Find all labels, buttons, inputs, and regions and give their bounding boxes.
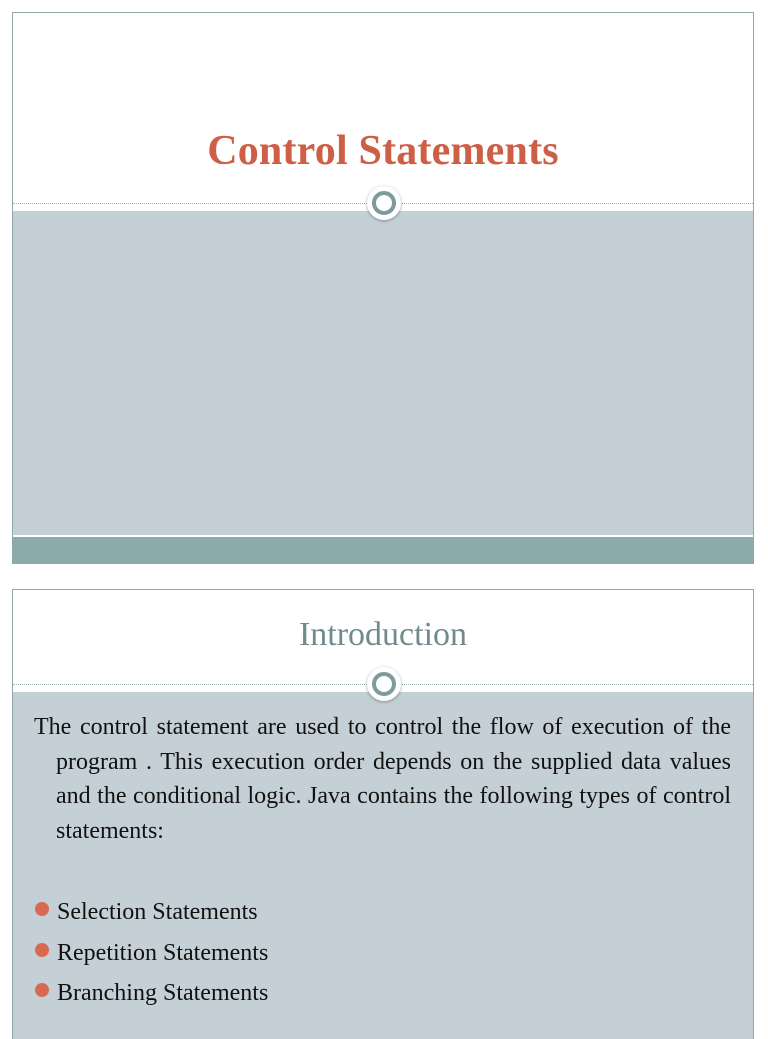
introduction-slide	[12, 589, 754, 1039]
slide-title: Introduction	[298, 616, 468, 653]
list-item-label: Repetition Statements	[57, 939, 269, 966]
footer-accent-bar	[13, 537, 753, 563]
body-paragraph: The control statement are used to control the flow of execution of the program . This execution order depends on the supplied data values and the conditional logic. Java contains the following types of control statements:	[34, 714, 731, 844]
bullet-dot-icon	[35, 943, 49, 957]
circle-ornament-icon	[367, 667, 401, 701]
list-item	[33, 894, 268, 935]
list-item-label: Branching Statements	[57, 980, 269, 1006]
title-slide	[12, 12, 754, 564]
circle-ornament-icon	[367, 186, 401, 220]
bullet-dot-icon	[35, 983, 49, 997]
content-band	[13, 211, 753, 535]
list-item	[33, 975, 268, 1016]
slide-title: Control Statements	[207, 128, 559, 174]
bullet-list	[33, 894, 268, 1016]
list-item-label: Selection Statements	[57, 899, 258, 925]
list-item	[33, 935, 268, 976]
bullet-dot-icon	[35, 902, 49, 916]
